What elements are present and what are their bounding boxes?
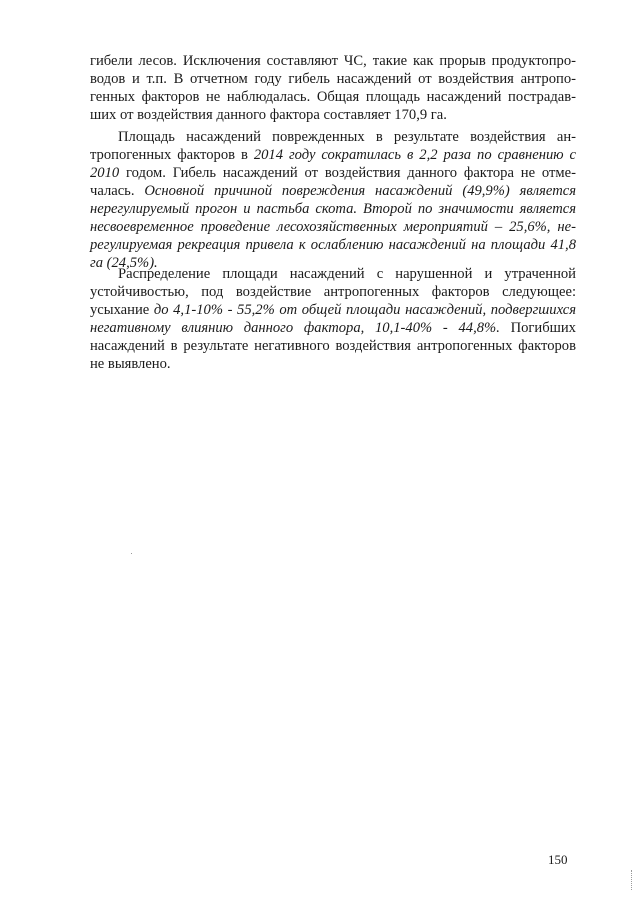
italic-text-run: 2014 году сократилась в 2,2 раза по сравнению с 2010 xyxy=(90,147,576,181)
paragraph-text xyxy=(90,265,576,373)
italic-text-run: до 4,1-10% - 55,2% от общей площади насаждений, подвергшихся негативному влиянию данного фактора, 10,1-40% - 44,8%. xyxy=(90,302,576,336)
text-run: годом. Гибель насаждений от воздействия данного фактора не отмечалась. xyxy=(90,165,576,199)
paragraph-text xyxy=(90,128,576,272)
page-number: 150 xyxy=(548,852,568,867)
text-run: Площадь насаждений поврежденных в результате воздействия антропогенных факторов в xyxy=(90,129,576,163)
text-run: Распределение площади насаждений с нарушенной и утраченной устойчивостью, под воздействие антропогенных факторов следующее: усыхание xyxy=(90,266,576,318)
scan-edge-mark xyxy=(631,870,633,890)
paragraph-distribution xyxy=(90,265,576,373)
paragraph-damage-area xyxy=(90,128,576,272)
text-run: Погибших насаждений в результате негативного воздействия антропогенных факторов не выявлено. xyxy=(90,320,576,372)
scan-speck xyxy=(131,553,132,554)
italic-text-run: Основной причиной повреждения насаждений (49,9%) является нерегулируемый прогон и пастьба скота. Второй по значимости является несвоевременное проведение лесохозяйственных мероприятий – 25,6%, нерегулируемая рекреация привела к ослаблению насаждений на площади 41,8 га (24,5%). xyxy=(90,183,576,271)
paragraph-forest-death xyxy=(90,52,576,124)
paragraph-text: гибели лесов. Исключения составляют ЧС, такие как прорыв продуктопроводов и т.п. В отчетном году гибель насаждений от воздействия антропогенных факторов не наблюдалась. Общая площадь насаждений пострадавших от воздействия данного фактора составляет 170,9 га. xyxy=(90,53,576,123)
